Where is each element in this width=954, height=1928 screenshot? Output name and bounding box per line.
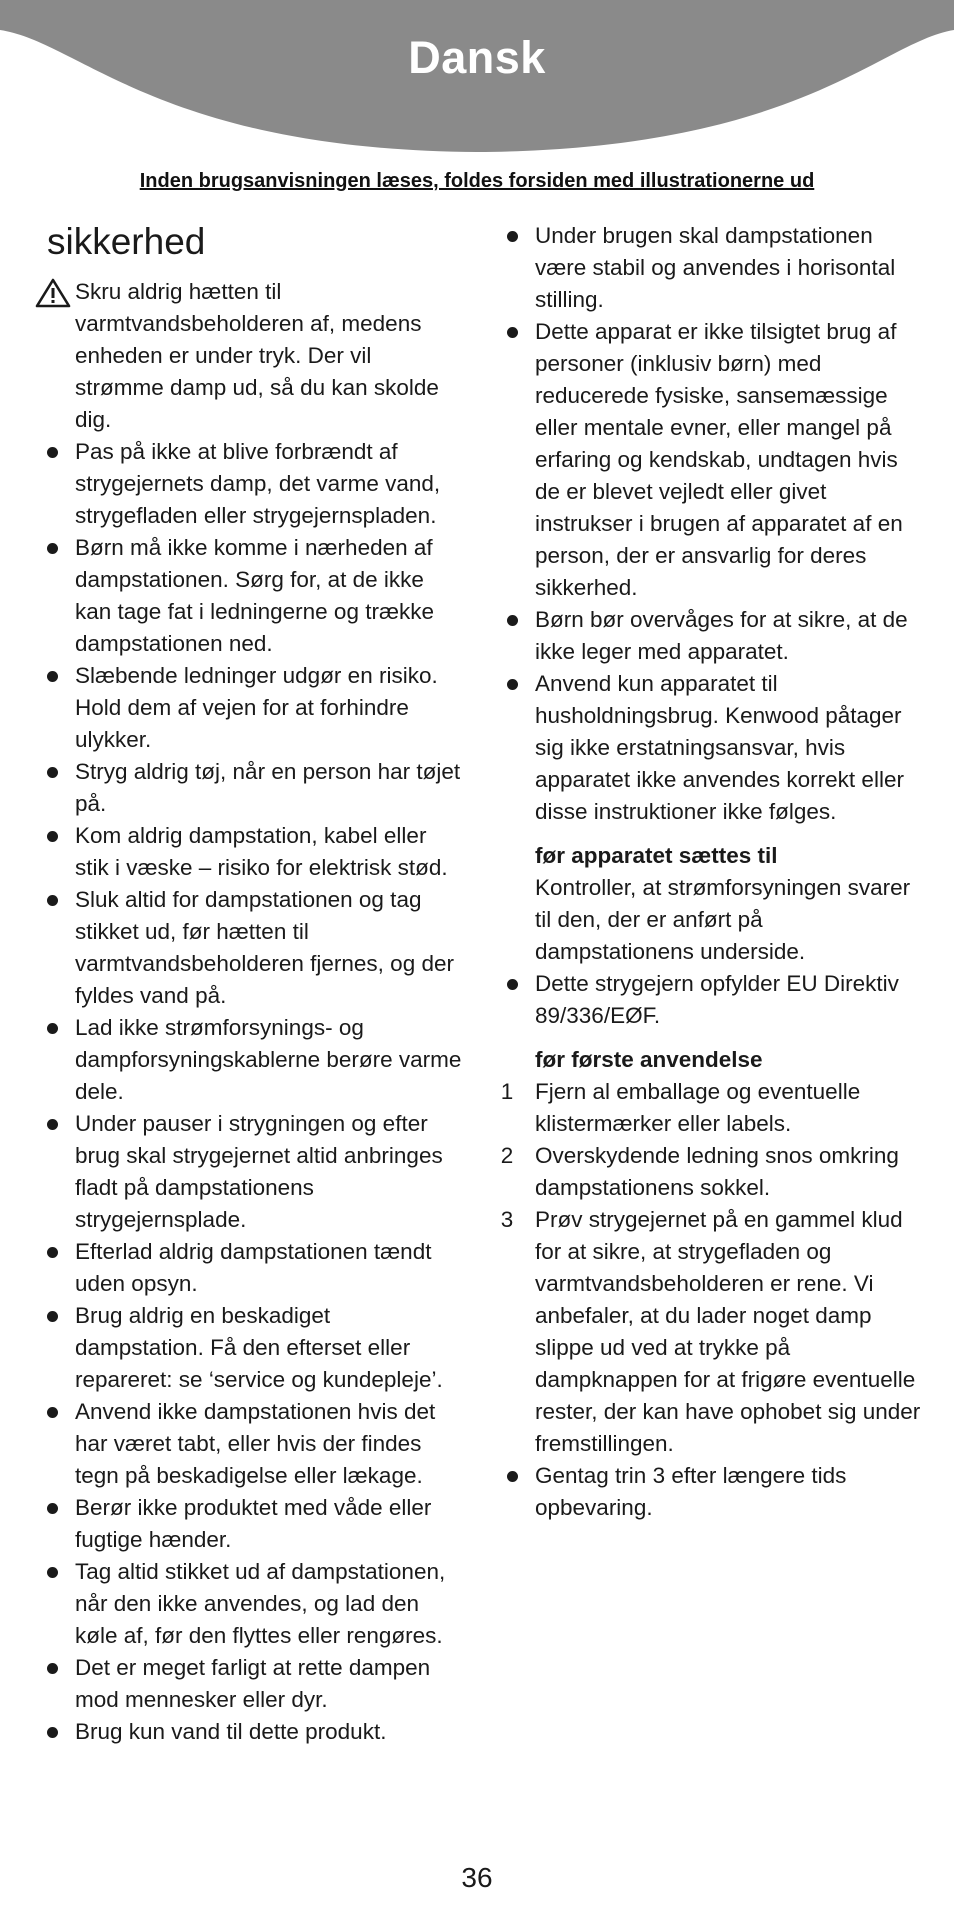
list-item: Tag altid stikket ud af dampstationen, når den ikke anvendes, og lad den køle af, før den flyttes eller rengøres. — [35, 1556, 465, 1652]
step-number: 3 — [500, 1207, 514, 1232]
list-item: Gentag trin 3 efter længere tids opbevaring. — [495, 1460, 925, 1524]
list-item: Lad ikke strømforsynings- og dampforsyningskablerne berøre varme dele. — [35, 1012, 465, 1108]
heading-before-plugin: før apparatet sættes til — [535, 843, 778, 868]
numbered-step — [495, 1076, 925, 1140]
list-item: Anvend ikke dampstationen hvis det har været tabt, eller hvis der findes tegn på beskadigelse eller lækage. — [35, 1396, 465, 1492]
step-text: Fjern al emballage og eventuelle klistermærker eller labels. — [535, 1079, 861, 1136]
heading-first-use: før første anvendelse — [535, 1047, 763, 1072]
warning-icon — [35, 278, 71, 317]
list-item: Berør ikke produktet med våde eller fugtige hænder. — [35, 1492, 465, 1556]
list-item: Stryg aldrig tøj, når en person har tøjet på. — [35, 756, 465, 820]
list-item: Kom aldrig dampstation, kabel eller stik i væske – risiko for elektrisk stød. — [35, 820, 465, 884]
step-text: Overskydende ledning snos omkring dampstationens sokkel. — [535, 1143, 899, 1200]
list-item: Dette strygejern opfylder EU Direktiv 89/336/EØF. — [495, 968, 925, 1032]
right-column — [495, 220, 925, 1524]
list-item: Dette apparat er ikke tilsigtet brug af personer (inklusiv børn) med reducerede fysiske, sansemæssige eller mentale evner, eller mangel på erfaring og kendskab, undtagen hvis de er blevet vejledt eller givet instrukser i brugen af apparatet af en person, der er ansvarlig for deres sikkerhed. — [495, 316, 925, 604]
page-number: 36 — [461, 1862, 493, 1893]
warning-item — [35, 276, 465, 436]
numbered-step — [495, 1204, 925, 1460]
section-title-safety: sikkerhed — [47, 221, 206, 262]
step-text: Prøv strygejernet på en gammel klud for at sikre, at strygefladen og varmtvandsbeholderen er rene. Vi anbefaler, at du lader noget damp slippe ud ved at trykke på dampknappen for at frigøre eventuelle rester, der kan have ophobet sig under fremstillingen. — [535, 1207, 921, 1456]
list-item: Anvend kun apparatet til husholdningsbrug. Kenwood påtager sig ikke erstatningsansvar, hvis apparatet ikke anvendes korrekt eller disse instruktioner ikke følges. — [495, 668, 925, 828]
list-item: Børn må ikke komme i nærheden af dampstationen. Sørg for, at de ikke kan tage fat i ledningerne og trække dampstationen ned. — [35, 532, 465, 660]
step-number: 1 — [500, 1079, 514, 1104]
fold-out-instruction: Inden brugsanvisningen læses, foldes forsiden med illustrationerne ud — [139, 170, 815, 192]
warning-text: Skru aldrig hætten til varmtvandsbeholderen af, medens enheden er under tryk. Der vil strømme damp ud, så du kan skolde dig. — [75, 279, 439, 432]
step-number: 2 — [500, 1143, 514, 1168]
left-column — [35, 220, 465, 1748]
list-item: Under pauser i strygningen og efter brug skal strygejernet altid anbringes fladt på dampstationens strygejernsplade. — [35, 1108, 465, 1236]
before-plugin-text: Kontroller, at strømforsyningen svarer til den, der er anført på dampstationens underside. — [535, 875, 911, 964]
list-item: Det er meget farligt at rette dampen mod mennesker eller dyr. — [35, 1652, 465, 1716]
list-item: Slæbende ledninger udgør en risiko. Hold dem af vejen for at forhindre ulykker. — [35, 660, 465, 756]
list-item: Sluk altid for dampstationen og tag stikket ud, før hætten til varmtvandsbeholderen fjernes, og der fyldes vand på. — [35, 884, 465, 1012]
list-item: Efterlad aldrig dampstationen tændt uden opsyn. — [35, 1236, 465, 1300]
list-item: Pas på ikke at blive forbrændt af strygejernets damp, det varme vand, strygefladen eller strygejernspladen. — [35, 436, 465, 532]
header-banner — [0, 0, 954, 160]
list-item: Brug aldrig en beskadiget dampstation. Få den efterset eller repareret: se ‘service og kundepleje’. — [35, 1300, 465, 1396]
numbered-step — [495, 1140, 925, 1204]
page-title: Dansk — [408, 32, 546, 83]
list-item: Under brugen skal dampstationen være stabil og anvendes i horisontal stilling. — [495, 220, 925, 316]
list-item: Børn bør overvåges for at sikre, at de ikke leger med apparatet. — [495, 604, 925, 668]
list-item: Brug kun vand til dette produkt. — [35, 1716, 465, 1748]
